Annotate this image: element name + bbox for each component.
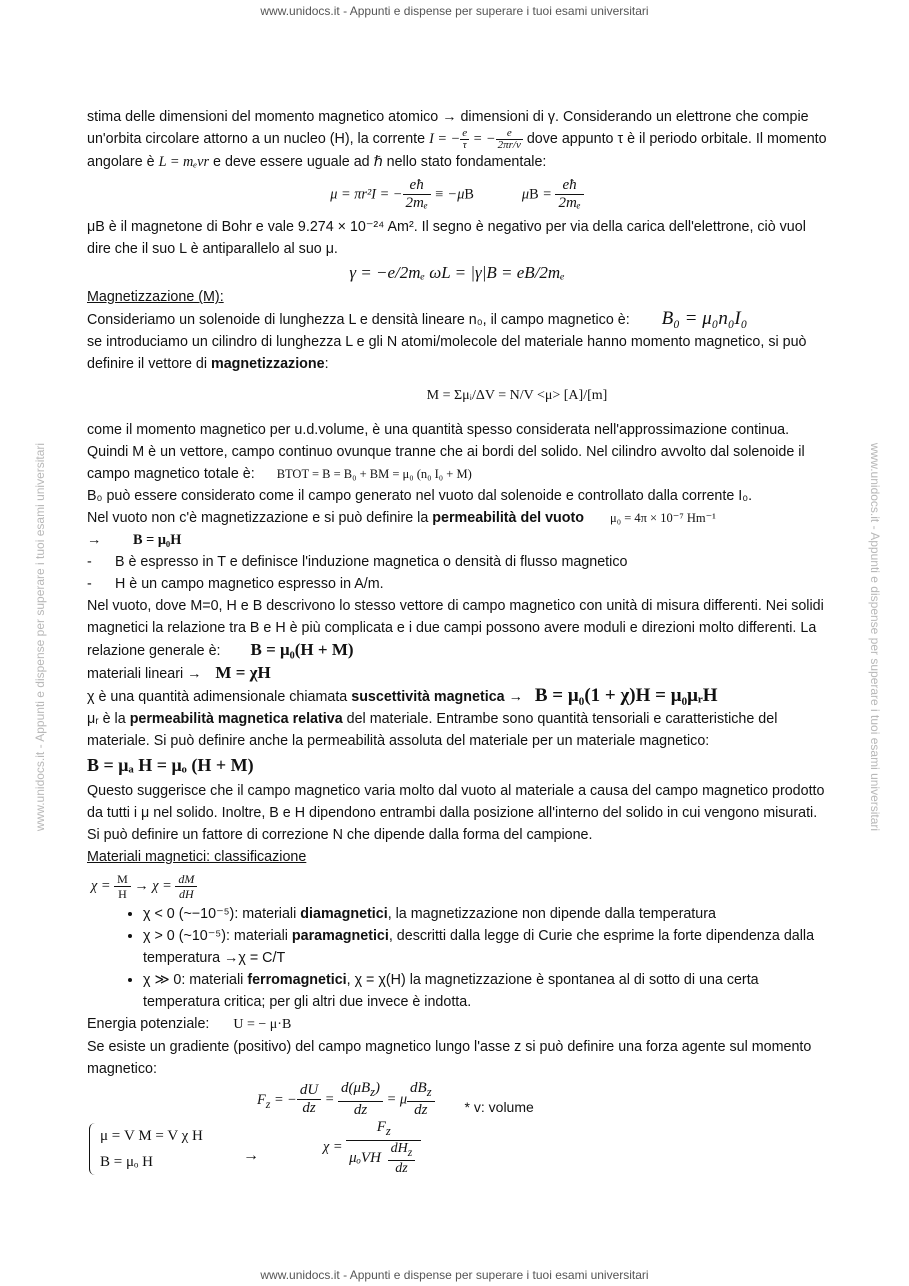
paragraph-1: stima delle dimensioni del momento magnetico atomico → dimensioni di γ. Considerando un elettrone che compie un'orbita circolare attorno a un nucleo (H), la corrente I = − $\frac{e}{\tau}$ = − $\frac{e}{2\pi r/v}$ dove appunto τ è il periodo orbitale. Il momento angolare è L = mₑvr e deve essere uguale ad ℏ nello stato fondamentale:	[87, 109, 827, 171]
paragraph-solids: Nel vuoto, dove M=0, H e B descrivono lo stesso vettore di campo magnetico con unità di misura differenti. Nei solidi magnetici la relazione tra B e H è più complicata e i due campi possono avere moduli e direzioni molto differenti. La relazione generale è: B = μ₀(H + M)	[87, 598, 824, 660]
document-body	[87, 106, 827, 1191]
system-line-2: B = μₒ H	[100, 1154, 153, 1171]
list-item: - B è espresso in T e definisce l'induzione magnetica o densità di flusso magnetico	[115, 551, 827, 573]
equation-chi: χ = $\frac{M}{H}$ → χ = $\frac{dM}{dH}$	[91, 872, 827, 901]
paragraph-relative-permeability: μᵣ è la permeabilità magnetica relativa del materiale. Entrambe sono quantità tensoriali e caratteristiche del materiale. Si può definire anche la permeabilità assoluta del materiale per un materiale magnetico:	[87, 711, 778, 750]
page-header: www.unidocs.it - Appunti e dispense per superare i tuoi esami universitari	[260, 4, 649, 18]
equation-U: U = − μ·B	[233, 1017, 292, 1033]
page-footer: www.unidocs.it - Appunti e dispense per superare i tuoi esami universitari	[260, 1268, 649, 1282]
volume-note: * v: volume	[464, 1098, 534, 1115]
equation-absolute: B = μₐ H = μₒ (H + M)	[87, 755, 254, 776]
equation-B-mu0H-line: → B = μ₀H	[87, 532, 182, 549]
paragraph-B0: B₀ può essere considerato come il campo generato nel vuoto dal solenoide e controllato dalla corrente I₀.	[87, 488, 753, 505]
equation-general: B = μ₀(H + M)	[250, 640, 354, 660]
side-watermark-right: www.unidocs.it - Appunti e dispense per superare i tuoi esami universitari	[868, 442, 882, 832]
list-item: - H è un campo magnetico espresso in A/m.	[115, 573, 827, 595]
implication-arrow: →	[243, 1147, 259, 1165]
equation-M: M = Σμᵢ/ΔV = N/V <μ> [A]/[m]	[426, 388, 608, 404]
paragraph-bohr: μB è il magnetone di Bohr e vale 9.274 × 10⁻²⁴ Am². Il segno è negativo per via della carica dell'elettrone, ciò vuol dire che il suo L è antiparallelo al suo μ.	[87, 219, 806, 258]
paragraph-energy: Energia potenziale: U = − μ·B	[87, 1016, 292, 1033]
paragraph-gradient: Se esiste un gradiente (positivo) del campo magnetico lungo l'asse z si può definire una forza agente sul momento magnetico:	[87, 1039, 812, 1078]
heading-magnetization: Magnetizzazione (M):	[87, 289, 224, 306]
paragraph-magnetization: se introduciamo un cilindro di lunghezza L e gli N atomi/molecole del materiale hanno momento magnetico, si può definire il vettore di magnetizzazione:	[87, 334, 807, 373]
paragraph-susceptibility: χ è una quantità adimensionale chiamata suscettività magnetica → B = μ₀(1 + χ)H = μ₀μᵣH	[87, 685, 718, 707]
equation-Fz: $F_z$ = − $\frac{dU}{dz}$ = $d(\mu B_z)$ dz = μ $dB_z$ dz * v: volume	[257, 1080, 534, 1119]
equation-Btot: BTOT = B = B₀ + BM = μ₀ (n₀ I₀ + M)	[276, 467, 472, 482]
paragraph-vacuum: Nel vuoto non c'è magnetizzazione e si può definire la permeabilità del vuoto μ₀ = 4π × 10⁻⁷ Hm⁻¹	[87, 510, 716, 527]
equation-susceptibility: B = μ₀(1 + χ)H = μ₀μᵣH	[534, 685, 718, 707]
equation-final: χ = $F_z$ μₒVH $dH_z$ dz	[323, 1119, 421, 1176]
current-formula: I = − $\frac{e}{\tau}$ = − $\frac{e}{2\pi r/v}$	[429, 127, 521, 152]
equation-mu0: μ₀ = 4π × 10⁻⁷ Hm⁻¹	[610, 511, 716, 526]
system-line-1: μ = V M = V χ H	[100, 1128, 203, 1145]
equation-linear: M = χH	[215, 663, 271, 683]
equation-gamma: γ = −e/2mₑ ωL = |γ|B = eB/2mₑ	[349, 263, 565, 283]
list-item: • χ ≫ 0: materiali ferromagnetici, χ = χ(H) la magnetizzazione è spontanea al di sotto di una certa temperatura critica; per gli altri due invece è indotta.	[143, 969, 827, 1013]
heading-classification: Materiali magnetici: classificazione	[87, 849, 307, 866]
classification-list	[87, 903, 827, 1013]
list-item: • χ < 0 (~−10⁻⁵): materiali diamagnetici, la magnetizzazione non dipende dalla temperatura	[143, 903, 827, 925]
dash-list	[87, 551, 827, 595]
final-system	[87, 1119, 827, 1191]
paragraph-continuum: come il momento magnetico per u.d.volume, è una quantità spesso considerata nell'approssimazione continua. Quindi M è un vettore, campo continuo ovunque tranne che ai bordi del solido. Nel cilindro avvolto dal solenoide il campo magnetico totale è: BTOT = B = B₀ + BM = μ₀ (n₀ I₀ + M)	[87, 422, 805, 483]
paragraph-field-variation: Questo suggerisce che il campo magnetico varia molto dal vuoto al materiale a causa del campo magnetico prodotto da tutti i μ nel solido. Inoltre, B e H dipendono entrambi dalla posizione all'interno del solido in cui vengono misurati. Si può definire un fattore di correzione N che dipende dalla forma del campione.	[87, 783, 825, 844]
equation-mu: μ = πr²I = − $\frac{eħ}{\text{2mₑ}}$ ≡ −μB μB = $\frac{eħ}{\text{2mₑ}}$	[87, 177, 827, 212]
equation-B0: B₀ = μ₀n₀I₀	[661, 308, 748, 330]
paragraph-linear: materiali lineari → M = χH	[87, 663, 271, 683]
side-watermark-left: www.unidocs.it - Appunti e dispense per superare i tuoi esami universitari	[33, 442, 47, 832]
list-item: • χ > 0 (~10⁻⁵): materiali paramagnetici, descritti dalla legge di Curie che esprime la forte dipendenza dalla temperatura →χ = C/T	[143, 925, 827, 969]
paragraph-solenoid: Consideriamo un solenoide di lunghezza L e densità lineare n₀, il campo magnetico è: B₀ = μ₀n₀I₀	[87, 308, 748, 330]
equation-system	[89, 1123, 203, 1175]
